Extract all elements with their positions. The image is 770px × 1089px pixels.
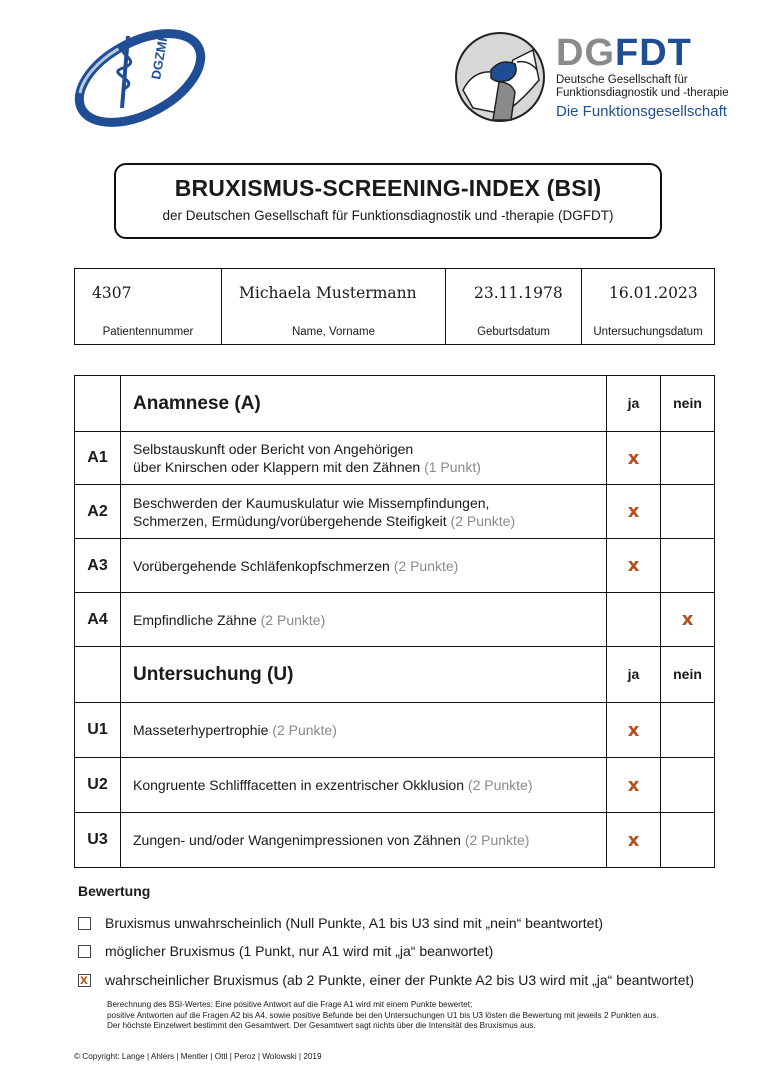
patient-number-label: Patientennummer: [102, 326, 194, 338]
option-wahrscheinlich[interactable]: [78, 972, 694, 988]
u2-no-cell[interactable]: [661, 758, 715, 813]
birth-date-value: 23.11.1978: [474, 284, 563, 302]
a4-yes-cell[interactable]: [607, 593, 661, 647]
question-text: Masseterhypertrophie (2 Punkte): [121, 703, 607, 758]
table-row-a3: [75, 539, 715, 593]
birth-date-label: Geburtsdatum: [477, 326, 550, 338]
patient-name-value: Michaela Mustermann: [239, 284, 417, 302]
dgzmk-logo-text: DGZMK: [148, 30, 172, 81]
page-title: BRUXISMUS-SCREENING-INDEX (BSI): [174, 175, 602, 201]
question-code: U1: [75, 703, 121, 758]
answer-mark: x: [627, 829, 640, 851]
calculation-note: Berechnung des BSI-Wertes: Eine positive Antwort auf die Frage A1 wird mit einem Punkte bewertet; positive Antworten auf die Fragen A2 bis A4, sowie positive Befunde bei den Untersuchungen U1 bis U3 lösten die Bewertung mit jeweils 2 Punkten aus. Der höchste Einzelwert bestimmt den Gesamtwert. Der Gesamtwert sagt nichts über die Intensität des Bruxismus aus.: [107, 1000, 659, 1030]
question-text: Vorübergehende Schläfenkopfschmerzen (2 Punkte): [121, 539, 607, 593]
page-subtitle: der Deutschen Gesellschaft für Funktionsdiagnostik und -therapie (DGFDT): [162, 208, 614, 223]
option-label: möglicher Bruxismus (1 Punkt, nur A1 wird mit „ja“ beanwortet): [105, 943, 494, 959]
option-label: wahrscheinlicher Bruxismus (ab 2 Punkte, einer der Punkte A2 bis U3 wird mit „ja“ beantwortet): [105, 972, 695, 988]
patient-number-value: 4307: [92, 284, 132, 302]
birth-date-cell[interactable]: [446, 269, 582, 344]
question-text: Selbstauskunft oder Bericht von Angehörigen über Knirschen oder Klappern mit den Zähnen (1 Punkt): [121, 432, 607, 485]
question-code: A3: [75, 539, 121, 593]
table-row-a4: [75, 593, 715, 647]
option-unwahrscheinlich[interactable]: [78, 915, 603, 931]
table-row-u3: [75, 813, 715, 868]
checkbox-checked[interactable]: [78, 970, 91, 987]
exam-date-cell[interactable]: [582, 269, 714, 344]
u1-yes-cell[interactable]: [607, 703, 661, 758]
question-text: Empfindliche Zähne (2 Punkte): [121, 593, 607, 647]
option-label: Bruxismus unwahrscheinlich (Null Punkte, A1 bis U3 sind mit „nein“ beantwortet): [105, 915, 603, 931]
check-mark-icon: x: [80, 970, 88, 987]
anamnese-header-row: [75, 376, 715, 432]
u1-no-cell[interactable]: [661, 703, 715, 758]
yes-column-header: ja: [627, 394, 640, 411]
answer-mark: x: [681, 609, 694, 630]
answer-mark: x: [627, 501, 640, 522]
a1-no-cell[interactable]: [661, 432, 715, 485]
table-row-a2: [75, 485, 715, 539]
no-column-header: nein: [673, 665, 702, 682]
title-box: [114, 163, 662, 239]
question-text: Zungen- und/oder Wangenimpressionen von Zähnen (2 Punkte): [121, 813, 607, 868]
patient-name-cell[interactable]: [222, 269, 446, 344]
checkbox[interactable]: [78, 917, 91, 930]
a3-no-cell[interactable]: [661, 539, 715, 593]
dgfdt-logo-text: DGFDT: [556, 32, 692, 74]
checkbox[interactable]: [78, 945, 91, 958]
anamnese-title: Anamnese (A): [133, 392, 261, 414]
table-row-u1: [75, 703, 715, 758]
dgfdt-joint-icon: [453, 30, 547, 124]
u3-yes-cell[interactable]: [607, 813, 661, 868]
no-column-header: nein: [673, 394, 702, 411]
question-code: U3: [75, 813, 121, 868]
answer-mark: x: [627, 719, 640, 741]
table-row-a1: [75, 432, 715, 485]
yes-column-header: ja: [627, 665, 640, 682]
answer-mark: x: [627, 774, 640, 796]
a2-no-cell[interactable]: [661, 485, 715, 539]
u2-yes-cell[interactable]: [607, 758, 661, 813]
dgfdt-tagline: Die Funktionsgesellschaft: [556, 103, 727, 120]
answer-mark: x: [627, 555, 640, 576]
dgzmk-logo: [68, 28, 213, 128]
a1-yes-cell[interactable]: [607, 432, 661, 485]
dgfdt-logo-subtitle: Deutsche Gesellschaft für Funktionsdiagnostik und -therapie: [556, 74, 729, 99]
patient-number-cell[interactable]: [75, 269, 222, 344]
patient-info-table: [74, 268, 715, 345]
a4-no-cell[interactable]: [661, 593, 715, 647]
question-code: U2: [75, 758, 121, 813]
option-moeglich[interactable]: [78, 943, 493, 959]
untersuchung-title: Untersuchung (U): [133, 663, 294, 685]
bsi-table: [74, 375, 715, 868]
exam-date-label: Untersuchungsdatum: [593, 326, 703, 338]
question-text: Kongruente Schlifffacetten in exzentrischer Okklusion (2 Punkte): [121, 758, 607, 813]
exam-date-value: 16.01.2023: [609, 284, 698, 302]
answer-mark: x: [627, 447, 640, 469]
u3-no-cell[interactable]: [661, 813, 715, 868]
table-row-u2: [75, 758, 715, 813]
question-code: A1: [75, 432, 121, 485]
question-code: A2: [75, 485, 121, 539]
question-text: Beschwerden der Kaumuskulatur wie Missempfindungen, Schmerzen, Ermüdung/vorübergehende Steifigkeit (2 Punkte): [121, 485, 607, 539]
a3-yes-cell[interactable]: [607, 539, 661, 593]
a2-yes-cell[interactable]: [607, 485, 661, 539]
untersuchung-header-row: [75, 647, 715, 703]
patient-name-label: Name, Vorname: [291, 326, 376, 338]
copyright: © Copyright: Lange | Ahlers | Mentler | Ottl | Peroz | Wolowski | 2019: [74, 1052, 322, 1061]
bewertung-title: Bewertung: [78, 883, 151, 899]
question-code: A4: [75, 593, 121, 647]
